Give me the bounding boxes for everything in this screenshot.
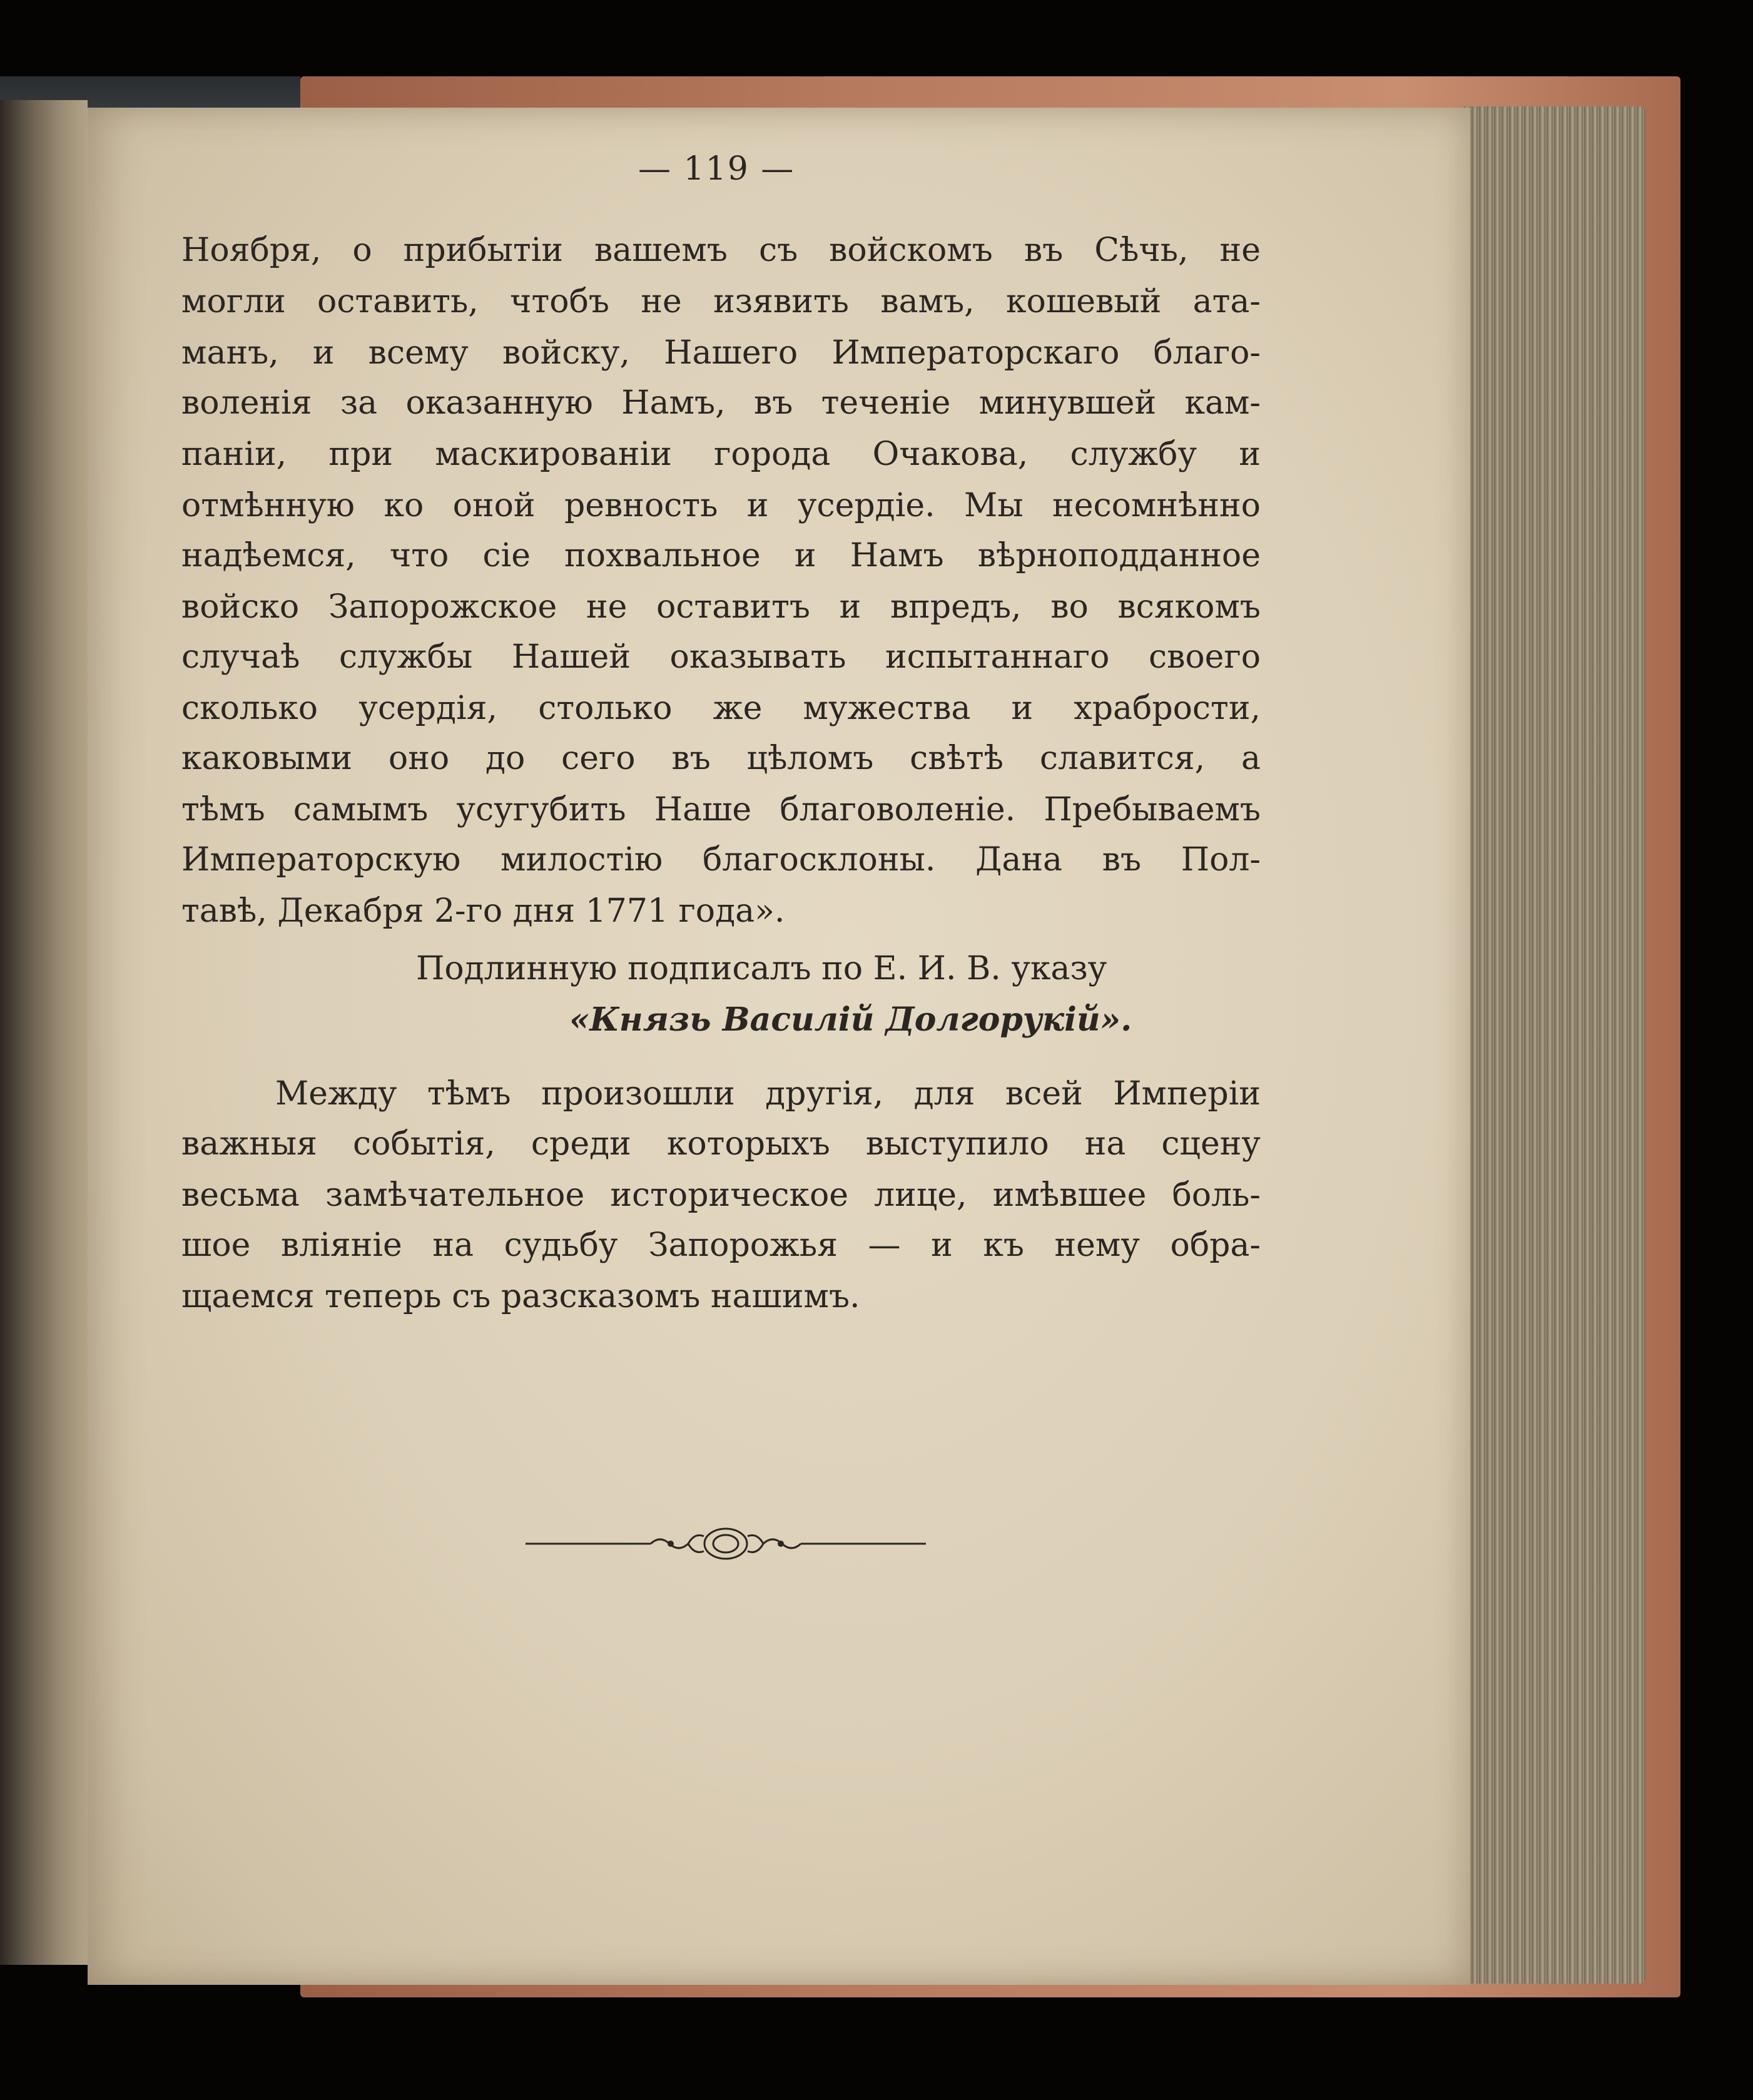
text-line: Императорскую милостію благосклоны. Дана въ Пол-: [181, 841, 1261, 879]
text-line: могли оставить, чтобъ не изявить вамъ, кошевый ата-: [181, 283, 1261, 320]
signature-line: Подлинную подписалъ по Е. И. В. указу: [416, 950, 1107, 987]
text-line: надѣемся, что сіе похвальное и Намъ вѣрноподданное: [181, 537, 1261, 574]
ornament-divider: [526, 1522, 926, 1566]
text-line: случаѣ службы Нашей оказывать испытаннаго своего: [181, 638, 1261, 676]
text-line: манъ, и всему войску, Нашего Императорскаго благо-: [181, 334, 1261, 372]
text-line: воленія за оказанную Намъ, въ теченіе минувшей кам-: [181, 384, 1261, 422]
text-line: каковыми оно до сего въ цѣломъ свѣтѣ славится, а: [181, 740, 1261, 777]
text-line: щаемся теперь съ разсказомъ нашимъ.: [181, 1278, 860, 1315]
text-line: важныя событія, среди которыхъ выступило на сцену: [181, 1125, 1261, 1163]
text-line: шое вліяніе на судьбу Запорожья — и къ нему обра-: [181, 1226, 1261, 1264]
text-line: паніи, при маскированіи города Очакова, службу и: [181, 436, 1261, 473]
text-line: Между тѣмъ произошли другія, для всей Имперіи: [275, 1075, 1261, 1113]
text-line: войско Запорожское не оставитъ и впредъ, во всякомъ: [181, 588, 1261, 626]
text-line: Ноября, о прибытіи вашемъ съ войскомъ въ Сѣчь, не: [181, 232, 1261, 269]
text-line: тавѣ, Декабря 2-го дня 1771 года».: [181, 892, 785, 930]
text-line: весьма замѣчательное историческое лице, имѣвшее боль-: [181, 1176, 1261, 1214]
text-line: отмѣнную ко оной ревность и усердіе. Мы несомнѣнно: [181, 487, 1261, 524]
signature-name: «Князь Василій Долгорукій».: [569, 1001, 1132, 1039]
facing-page-edge: [0, 100, 88, 1965]
page-block-edges: [1464, 106, 1645, 1984]
text-line: тѣмъ самымъ усугубить Наше благоволеніе. Пребываемъ: [181, 791, 1261, 828]
text-line: сколько усердія, столько же мужества и храбрости,: [181, 690, 1261, 727]
page-number: — 119 —: [638, 150, 795, 188]
